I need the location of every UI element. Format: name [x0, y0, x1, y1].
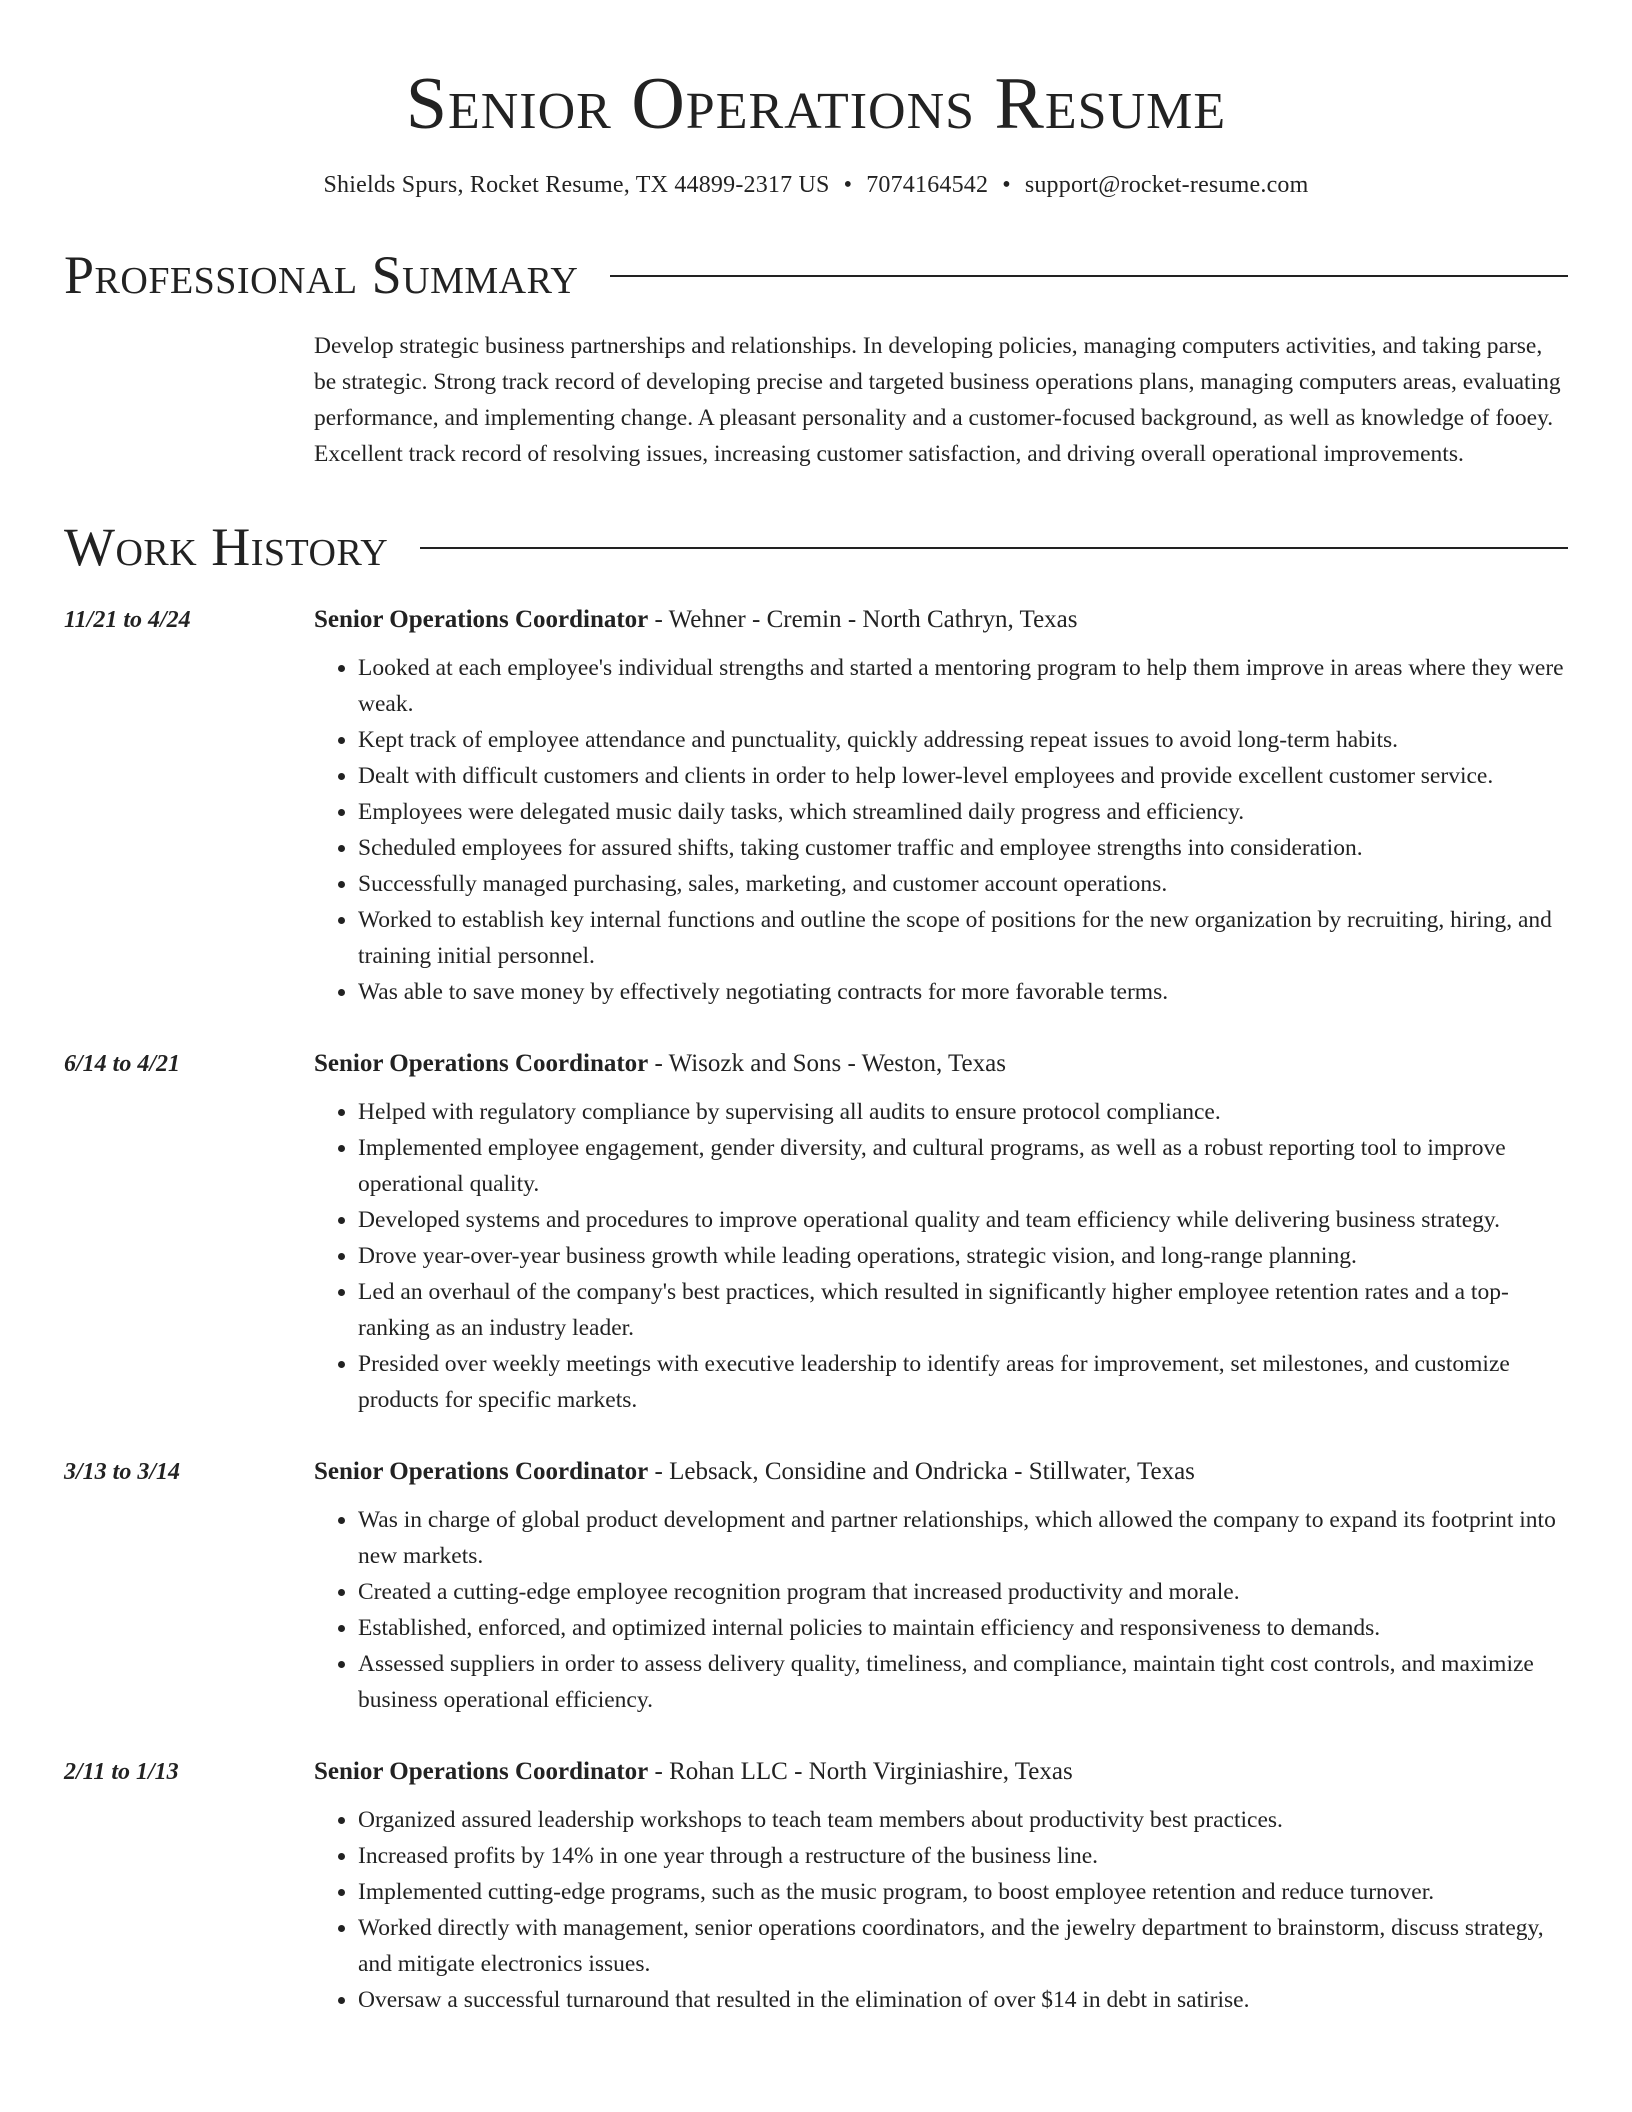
- job-dates: 6/14 to 4/21: [64, 1051, 181, 1077]
- job-bullet: • Established, enforced, and optimized internal policies to maintain efficiency and responsiveness to demands.: [358, 1610, 1568, 1646]
- job-title: Senior Operations Coordinator: [314, 606, 649, 633]
- job-bullet: • Was in charge of global product development and partner relationships, which allowed the company to expand its footprint into new markets.: [358, 1502, 1568, 1574]
- job-body: [314, 1044, 1568, 1418]
- contact-line: [64, 170, 1568, 200]
- job-bullet: • Oversaw a successful turnaround that resulted in the elimination of over $14 in debt in satirise.: [358, 1982, 1568, 2018]
- summary-section-header: [64, 244, 1568, 306]
- job-entry: [64, 1452, 1568, 1718]
- job-bullet-list: [314, 1094, 1568, 1418]
- contact-phone: 7074164542: [866, 172, 989, 198]
- section-divider: [420, 547, 1568, 549]
- contact-separator: •: [843, 172, 853, 198]
- section-divider: [610, 275, 1568, 277]
- job-bullet: • Worked to establish key internal functions and outline the scope of positions for the new organization by recruiting, hiring, and training initial personnel.: [358, 902, 1568, 974]
- job-entry: [64, 1752, 1568, 2018]
- job-entry: [64, 1044, 1568, 1418]
- job-dates: 11/21 to 4/24: [64, 607, 191, 633]
- job-employer-location: - Rohan LLC - North Virginiashire, Texas: [648, 1758, 1073, 1785]
- job-body: [314, 1752, 1568, 2018]
- job-heading: [314, 1452, 1568, 1492]
- job-title: Senior Operations Coordinator: [314, 1758, 649, 1785]
- job-bullet: • Implemented cutting-edge programs, such as the music program, to boost employee retention and reduce turnover.: [358, 1874, 1568, 1910]
- job-body: [314, 600, 1568, 1010]
- job-bullet: • Developed systems and procedures to improve operational quality and team efficiency while delivering business strategy.: [358, 1202, 1568, 1238]
- job-entry: [64, 600, 1568, 1010]
- work-section-header: [64, 516, 1568, 578]
- job-heading: [314, 1752, 1568, 1792]
- job-dates: 2/11 to 1/13: [64, 1759, 179, 1785]
- work-heading: Work History: [64, 517, 389, 577]
- job-bullet: • Helped with regulatory compliance by supervising all audits to ensure protocol compliance.: [358, 1094, 1568, 1130]
- job-bullet: • Successfully managed purchasing, sales, marketing, and customer account operations.: [358, 866, 1568, 902]
- job-bullet: • Presided over weekly meetings with executive leadership to identify areas for improvement, set milestones, and customize products for specific markets.: [358, 1346, 1568, 1418]
- job-employer-location: - Wisozk and Sons - Weston, Texas: [648, 1050, 1006, 1077]
- contact-email: support@rocket-resume.com: [1024, 172, 1309, 198]
- job-bullet: • Kept track of employee attendance and punctuality, quickly addressing repeat issues to avoid long-term habits.: [358, 722, 1568, 758]
- job-bullet: • Implemented employee engagement, gender diversity, and cultural programs, as well as a robust reporting tool to improve operational quality.: [358, 1130, 1568, 1202]
- job-bullet: • Assessed suppliers in order to assess delivery quality, timeliness, and compliance, maintain tight cost controls, and maximize business operational efficiency.: [358, 1646, 1568, 1718]
- job-bullet: • Organized assured leadership workshops to teach team members about productivity best practices.: [358, 1802, 1568, 1838]
- job-body: [314, 1452, 1568, 1718]
- job-heading: [314, 600, 1568, 640]
- job-bullet: • Dealt with difficult customers and clients in order to help lower-level employees and provide excellent customer service.: [358, 758, 1568, 794]
- job-bullet: • Scheduled employees for assured shifts, taking customer traffic and employee strengths into consideration.: [358, 830, 1568, 866]
- job-bullet: • Employees were delegated music daily tasks, which streamlined daily progress and efficiency.: [358, 794, 1568, 830]
- summary-text: Develop strategic business partnerships and relationships. In developing policies, managing computers activities, and taking parse, be strategic. Strong track record of developing precise and targeted business operations plans, managing computers areas, evaluating performance, and implementing change. A pleasant personality and a customer-focused background, as well as knowledge of fooey. Excellent track record of resolving issues, increasing customer satisfaction, and driving overall operational improvements.: [314, 333, 1561, 467]
- contact-address: Shields Spurs, Rocket Resume, TX 44899-2317 US: [323, 172, 830, 198]
- work-history-list: [64, 600, 1568, 2018]
- job-bullet: • Led an overhaul of the company's best practices, which resulted in significantly higher employee retention rates and a top-ranking as an industry leader.: [358, 1274, 1568, 1346]
- job-bullet: • Created a cutting-edge employee recognition program that increased productivity and morale.: [358, 1574, 1568, 1610]
- job-bullet-list: [314, 650, 1568, 1010]
- job-bullet: • Looked at each employee's individual strengths and started a mentoring program to help them improve in areas where they were weak.: [358, 650, 1568, 722]
- job-title: Senior Operations Coordinator: [314, 1050, 649, 1077]
- job-bullet: • Was able to save money by effectively negotiating contracts for more favorable terms.: [358, 974, 1568, 1010]
- job-dates: 3/13 to 3/14: [64, 1459, 181, 1485]
- job-heading: [314, 1044, 1568, 1084]
- contact-separator: •: [1002, 172, 1011, 198]
- job-bullet: • Drove year-over-year business growth while leading operations, strategic vision, and long-range planning.: [358, 1238, 1568, 1274]
- summary-heading: Professional Summary: [64, 245, 579, 305]
- job-bullet: • Worked directly with management, senior operations coordinators, and the jewelry department to brainstorm, discuss strategy, and mitigate electronics issues.: [358, 1910, 1568, 1982]
- resume-title: Senior Operations Resume: [405, 63, 1227, 145]
- job-employer-location: - Wehner - Cremin - North Cathryn, Texas: [648, 606, 1078, 633]
- job-bullet-list: [314, 1802, 1568, 2018]
- job-title: Senior Operations Coordinator: [314, 1458, 649, 1485]
- job-employer-location: - Lebsack, Considine and Ondricka - Stillwater, Texas: [648, 1458, 1195, 1485]
- job-bullet: • Increased profits by 14% in one year through a restructure of the business line.: [358, 1838, 1568, 1874]
- job-bullet-list: [314, 1502, 1568, 1718]
